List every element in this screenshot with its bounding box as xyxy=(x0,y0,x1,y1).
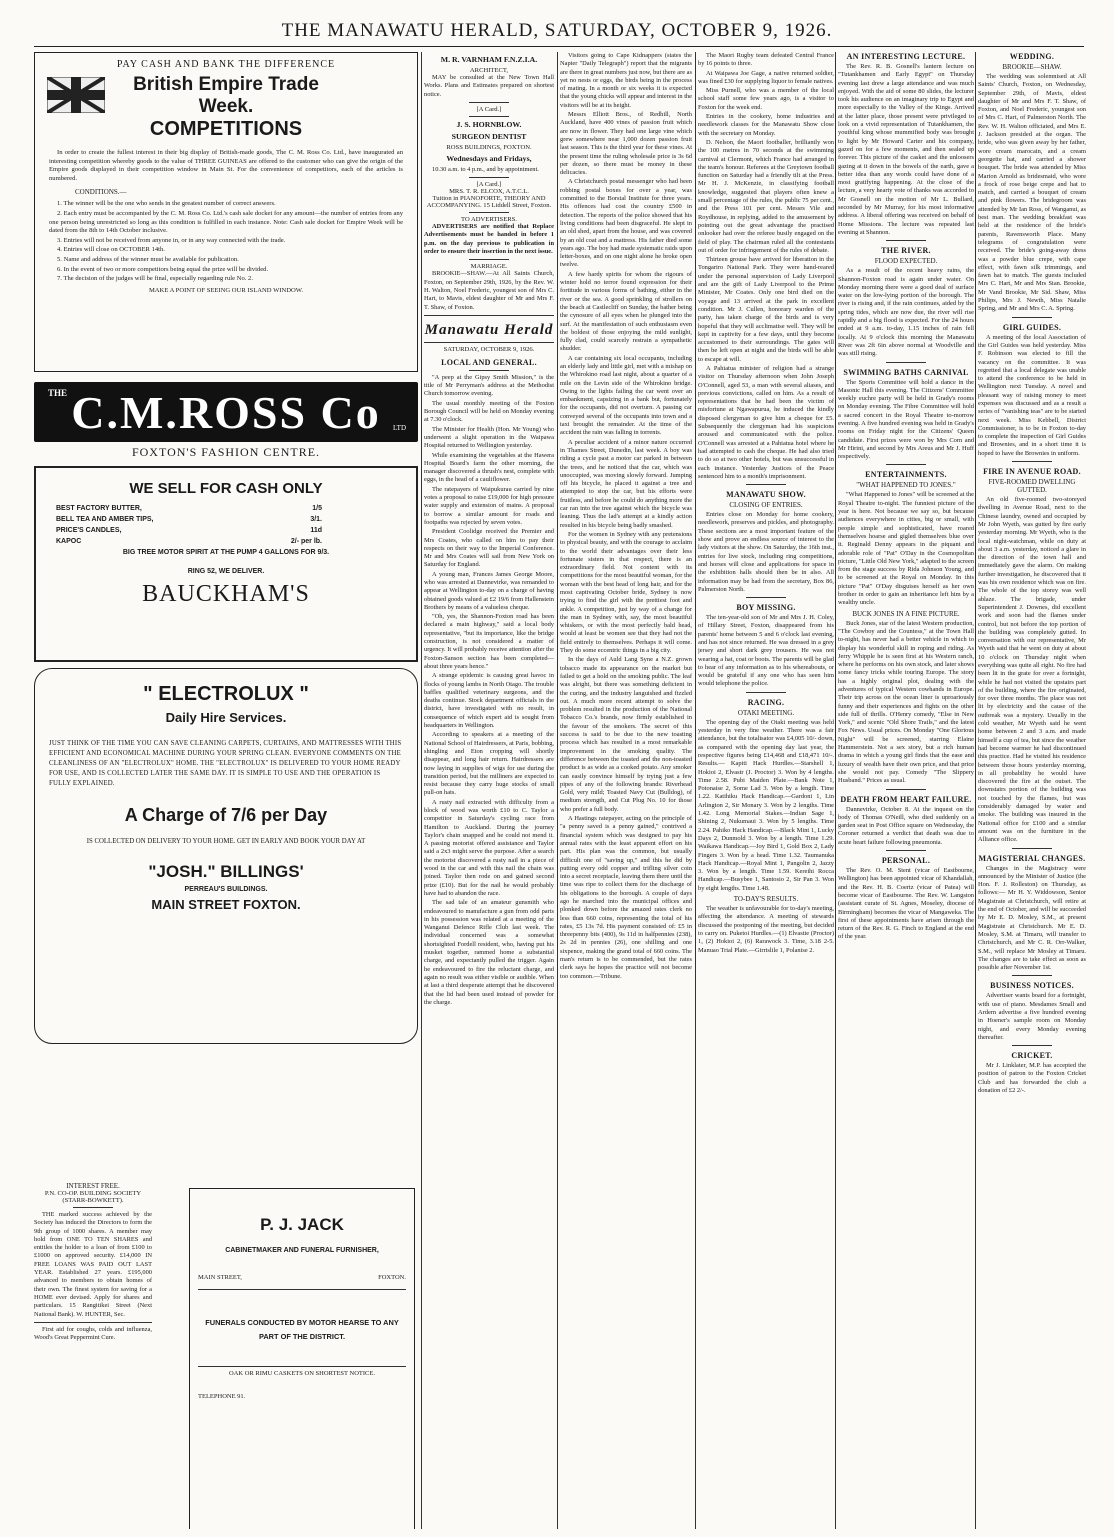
entertainments-subheading: "WHAT HAPPENED TO JONES." xyxy=(856,481,956,490)
price-row xyxy=(56,527,402,534)
news-paragraph: Thirteen grouse have arrived for liberation in the Tongariro National Park. They were hand-reared under the personal supervision of Lady Liverpool and are the gift of Lady Liverpool to the Prime Minister, Mr Coates. Only one bird died on the voyage and 13 arrived at the park in excellent condition. Mr J. Cullen, honorary warden of the party, has taken charge of the birds and is very hopeful that they will acclimatise well. They will be kept in captivity for a few days, until they become accustomed to their surroundings. The gates will then be left open at night and the birds will be able to escape at will. xyxy=(698,256,834,363)
ad-intro: In order to create the fullest interest in their big display of British-made goods, The C. M. Ross Co. Ltd., have inaugurated an interesting competition whereby goods to the value of THREE GUINEAS are offered to the customer who can give the origin of the Empire goods displayed in their competition window in Main St. For the convenience of competitors, each of the articles is numbered. xyxy=(49,149,403,182)
ad-street: MAIN STREET FOXTON. xyxy=(151,897,301,912)
news-paragraph: A young man, Frances James George Moore, who was arrested at Dannevirke, was remanded to appear at Wellington to-day on a charge of having obtained goods valued at £2 19/6 from Hallenstein Brothers by means of a valueless cheque. xyxy=(424,570,554,611)
divider xyxy=(1012,461,1052,462)
ross-trade-week-ad xyxy=(34,52,418,372)
ad-body: JUST THINK OF THE TIME YOU CAN SAVE CLEANING CARPETS, CURTAINS, AND MATTRESSES WITH THIS EFFICIENT AND ECONOMICAL MACHINE DURING YOUR SPRING CLEAN. EVERYONE COMMENTS ON THE CLEANLINESS OF AN "ELECTROLUX" HOME. THE "ELECTROLUX" IS DELIVERED TO YOUR HOME READY FOR USE, AND IS COLLECTED LATER THE SAME DAY. IT IS SIMPLE TO USE AND THE OPERATION IS FULLY EXPLAINED. xyxy=(49,740,402,787)
electrolux-ad xyxy=(34,668,418,1044)
news-paragraph: "Oh, yes, the Shannon-Foxton road has been declared a main highway," said a local body representative, "but its importance, like the bridge construction, is not considered a matter of urgency. It will probably receive attention after the Foxton-Sanson section has been completed—about three years hence." xyxy=(424,613,554,670)
divider xyxy=(198,1289,406,1290)
divider xyxy=(1012,1045,1052,1046)
column-rule xyxy=(695,52,696,1529)
news-paragraph: Messrs Elliott Bros., of Redhill, North Auckland, have 400 vines of passion fruit which are now in flower. They had one large vine which grew somewhere near 1,000 dozen passion fruit last season. This is the third year for these vines. At the present time the ruling wholesale price is 3s 6d per dozen, so there must be money in these delicacies. xyxy=(560,111,692,177)
news-paragraph: A Hastings ratepayer, acting on the principle of "a penny saved is a penny gained," contrived a financial system which was designed to pay his annual rates with the least apparent effort on his part. His plan was the common, but usually difficult one of "saving up," and this he did by putting every odd copper and trifling silver coin into a secret receptacle, leaving them there until the time was ripe to collect them for the discharge of his obligations to the borough. A couple of days ago he marched into the municipal offices and plonked down before the amazed rates clerk no less than 660 coins, representing the total of his rates, £5 13s 7d. His payment consisted of: £5 in threepenny bits (400), 9s 11d in halfpennies (238), 2s 2d in pennies (26), one shilling and one sixpence, making the grand total of 660 coins. The man's return is to be commended, but the rates clerk says he hopes the practice will not become too common.—Tribune. xyxy=(560,815,692,980)
news-paragraph: D. Nelson, the Maori footballer, brilliantly won the 100 metres in 70 seconds at the swimming carnival at Clermont, which France had arranged in the team's honour. Referees at the Greytown football function on Saturday had a friendly tilt at the Press. Mr H. J. McKenzie, in classifying football knowledge, suggested that players often knew a small percentage of the rules, the public 75 per cent., and the Press 101 per cent. Messrs Vile and Roydhouse, in replying, added to the amusement by pointing out the great advantage the practised onlooker had over the referee busily engaged on the field of play. The chairman ruled all the contestants out of order for infringement of the rules of debate. xyxy=(698,138,834,254)
cricket-text: Mr J. Linklater, M.P. has accepted the position of patron to the Foxton Cricket Club and has forwarded the club a donation of £2 2/-. xyxy=(978,1062,1086,1095)
death-text: Dannevirke, October 8. At the inquest on the body of Thomas O'Neill, who died suddenly on a garden seat in Post Office square on Wednesday, the Coroner returned a verdict that death was due to acute heart failure following pneumonia. xyxy=(838,805,974,846)
divider xyxy=(198,1366,406,1367)
column-2 xyxy=(424,52,554,1529)
business-text: Advertiser wants board for a fortnight, with use of piano. Mesdames Small and Ardern advertise a five hundred evening in Hoener's sample room on Monday night, and every Monday evening thereafter. xyxy=(978,992,1086,1041)
divider xyxy=(886,850,926,851)
divider xyxy=(469,370,509,371)
baths-text: The Sports Committee will hold a dance in the Masonic Hall this evening. The Citizens' Committee weekly euchre party will be held in Grady's rooms on Monday evening. The Fibre Committee will hold a sacred concert in the Royal Theatre to-morrow evening. A five hundred evening was held in Grady's rooms on Friday night for the Citizens' Queen candidate. First prizes were won by Mrs Corn and Mr Hirini, and second by Mrs Areus and Mr J. Huff respectively. xyxy=(838,378,974,461)
fire-heading: FIRE IN AVENUE ROAD. xyxy=(983,467,1081,477)
baths-heading: SWIMMING BATHS CARNIVAL xyxy=(843,367,969,377)
ad-sub: (STARR-BOWKETT). xyxy=(62,1197,124,1204)
masthead-rule xyxy=(34,46,1084,47)
news-paragraph: President Coolidge received the Premier and Mrs Coates, who called on him to pay their respects on their way to the Imperial Conference. Mr and Mrs Coates will sail from New York on Saturday for England. xyxy=(424,528,554,569)
address-row xyxy=(198,1274,406,1281)
entertainments-heading: ENTERTAINMENTS. xyxy=(865,470,947,480)
logo-the: THE xyxy=(48,388,68,398)
column-rule xyxy=(975,52,976,1529)
business-heading: BUSINESS NOTICES. xyxy=(990,981,1074,991)
jack-funeral-ad xyxy=(189,1188,415,1529)
divider xyxy=(1012,975,1052,976)
news-paragraph: The usual monthly meeting of the Foxton Borough Council will be held on Monday evening at 7.30 o'clock. xyxy=(424,399,554,424)
news-paragraph: Miss Purnell, who was a member of the local school staff some few years ago, is a visitor to Foxton for the week end. xyxy=(698,87,834,111)
varnham-role: ARCHITECT, xyxy=(469,67,509,74)
dentist-days: Wednesdays and Fridays, xyxy=(446,153,532,163)
entertainments-text: "What Happened to Jones" will be screened at the Royal Theatre to-night. The funniest picture of the year is here. Not because we say so, but because audiences everywhere in cities, big or small, with people simple and sophisticated, have roared themselves hoarse and gigled themselves blue over it. Reginald Denny appears in the piquant and adorable role of "Pat" O'Day in the Cosmopolitan picture, "Little Old New York," adapted to the screen from the stage success by Rida Johnson Young, and to be screened at the Royal on Monday. In this picture "Pat" O'Day disguises herself as her own brother in order to gain an inheritance left him by a wealthy uncle. xyxy=(838,491,974,607)
divider xyxy=(886,789,926,790)
condition-item: 2. Each entry must be accompanied by the C. M. Ross Co. Ltd.'s cash sale docket for any amount—the number of entries from any one person being unrestricted so long as this condition is fulfilled in each instance. Note: Cash sale docket for Empire Week will be dated from the 8th to 14th October inclusive. xyxy=(49,209,403,235)
divider xyxy=(469,102,509,103)
caskets-line: OAK OR RIMU CASKETS ON SHORTEST NOTICE. xyxy=(229,1370,375,1377)
cricket-heading: CRICKET. xyxy=(1011,1051,1053,1061)
condition-item: 7. The decision of the judges will be final, especially regarding rule No. 2. xyxy=(57,275,253,283)
condition-item: 1. The winner will be the one who sends in the greatest number of correct answers. xyxy=(57,200,276,208)
dentist-hours: 10.30 a.m. to 4 p.m., and by appointment. xyxy=(432,165,539,173)
ad-josh: "JOSH." BILLINGS' xyxy=(148,862,304,881)
news-paragraph: The sad tale of an amateur gunsmith who endeavoured to manufacture a gun from odd parts in his possession was related at a meeting of the Wanganui Defence Rifle Club last week. The individual concerned was a somewhat shortsighted Fordell resident, who, having put his musket together, rammed home a substantial charge, and expectantly pulled the trigger. Again he endeavoured to fire the reluctant charge, and again no result was either visible or audible. When at last a third desperate attempt that he discovered that the lid had been used instead of powder for the charge. xyxy=(424,899,554,1006)
masthead: THE MANAWATU HERALD, SATURDAY, OCTOBER 9, 1926. xyxy=(281,20,833,41)
guides-heading: GIRL GUIDES. xyxy=(1002,322,1062,332)
news-paragraph: "A peep at the Gipsy Smith Mission," is the title of Mr Perryman's address at the Methodist Church tomorrow evening. xyxy=(424,373,554,398)
death-heading: DEATH FROM HEART FAILURE. xyxy=(840,794,972,804)
news-paragraph: The ratepayers of Waipukurau carried by nine votes a proposal to raise £19,000 for high pressure water supply and extension of mains. A proposal to borrow a similar amount for roads and footpaths was rejected by seven votes. xyxy=(424,485,554,526)
divider xyxy=(1012,317,1052,318)
union-jack-flag-icon xyxy=(47,77,105,113)
news-paragraph: While examining the vegetables at the Hawera Hospital Board's farm the other morning, the manager discovered a thrush's nest, complete with eggs, in the head of a cauliflower. xyxy=(424,451,554,484)
personal-text: The Rev. O. M. Stent (vicar of Eastbourne, Wellington) has been appointed vicar of Khandallah, and the Rev. H. B. Coertz (vicar of Patea) will become vicar of Eastbourne. The Rev. W. Langston (assistant curate of St. Agnes, Moseley, diocese of Birmingham) becomes the vicar of Mangaweka. The first of these appointments have arisen through the return of the Rev. R. G. Finch to England at the end of the year. xyxy=(838,867,974,941)
racing-heading: RACING. xyxy=(747,697,785,707)
local-general-heading: LOCAL AND GENERAL. xyxy=(441,357,537,367)
news-paragraph: The Maori Rugby team defeated Central France by 16 points to three. xyxy=(698,52,834,68)
news-paragraph: The Minister for Health (Hon. Mr Young) who underwent a slight operation in the Waipawa Hospital returned to Wellington yesterday. xyxy=(424,425,554,450)
lecture-text: The Rev. R. B. Gosnell's lantern lecture on "Tutankhamen and Early Egypt" on Thursday evening last drew a large attendance and was much enjoyed. With the aid of some 80 slides, the lecturer took his audience on an imaginary trip to Egypt and more especially to the Valley of the Kings. Arrived at the latter place, those present were privileged to look on a vivid representation of Tutankhamen, the youthful king whose mummified body was brought to light by Mr Howard Carter and his company, gazed on for a few moments, and then sealed up forever. This picture of the casket and the unloosers gazing at it down in the bowels of the earth, gave a better idea than any words could have done of a most gratifying happening. At the close of the lecture, a very hearty vote of thanks was accorded to Mr Gosnell on the motion of Mr L. Bullard, seconded by Mr Murray, for his most informative address. A liberal offering was received on behalf of Home Missions. The lecture was repeated last evening at Shannon. xyxy=(838,63,974,236)
news-paragraph: A car containing six local occupants, including an elderly lady and little girl, met with a mishap on the Whirokino road last night, about a quarter of a mile on the Levin side of the Whirokino bridge. Owing to the lights failing the car went over an embankment, capsizing in a bank but, fortunately for the occupants, did not overturn. A passing car conveyed several of the occupants into town and a taxi brought the remainder. At the time of the accident the rain was falling in torrents. xyxy=(560,354,692,437)
divider xyxy=(746,484,786,485)
divider xyxy=(1012,848,1052,849)
show-text: Entries close on Monday for home cookery, needlework, preserves and pickles, and photography. These sections are a most important feature of the show and prove an endless source of interest to the lady visitors at the show. On Saturday, the 16th inst., entries for live stock, including ring competitions, and horses will close and applications for space in the exhibition halls should then be in also. All information may be had from the secretary, Box 86, Palmerston North. xyxy=(698,511,834,593)
card-label: [A Card.] xyxy=(476,181,502,189)
dentist-address: ROSS BUILDINGS, FOXTON. xyxy=(446,143,532,151)
wedding-subheading: BROOKIE—SHAW. xyxy=(1002,63,1062,71)
advertisers-text: ADVERTISERS are notified that Replace Advertisements must be handed in before 1 p.m. on the day previous to publication in order to ensure their insertion in the next issue. xyxy=(424,223,554,256)
item-name: BELL TEA AND AMBER TIPS, xyxy=(56,516,154,523)
price-row xyxy=(56,505,402,512)
divider xyxy=(886,464,926,465)
racing-text: The opening day of the Otaki meeting was held yesterday in very fine weather. There was a fair attendance, but the totalisator was £4,005 10/- down, as compared with the opening day last year, the respective figures being £14,468 and £18,471 10/-. Results.— Kapiti Hack Hurdles.—Starshell 1, Hokioi 2, Elvastr (J. Proctor) 3. Won by 4 lengths. Time 2.58. Pubi Maiden Plate.—Bank Note 1, Potonaise 2, Some Lad 3. Won by a length. Time 1.22. Katihiku Hack Handicap.—Gardoni 1, Lin Arlington 2, Sir Monary 3. Won by 2 lengths. Time 1.42. Long Memorial Stakes.—Indian Sage 1, Shining 2, Nukumaui 3. Won by 5 lengths. Time 2.24. Pahiko Hack Handicap.—Black Mint 1, Lucky Days 2, Dunmold 3. Won by a length. Time 1.29. Waikawa Handicap.—Joy Bird 1, Gold Box 2, Lady Fingers 3. Won by a head. Time 1.32. Taumanuka Hack Handicap.—Royal Mint 1, Pangolin 2, Jazzy 3. Won by a length. Time 1.59. Kereihi Rocca Handicap.—Busybee 1, Santosio 2, Sir Pan 3. Won by eight lengths. Time 1.48. xyxy=(698,718,834,892)
elcox-name: MRS. T. R. ELCOX, A.T.C.L. xyxy=(449,188,529,196)
divider xyxy=(469,116,509,117)
wedding-text: The wedding was solemnised at All Saints' Church, Foxton, on Wednesday, September 29th, of Mavis, eldest daughter of Mr and Mrs F. T. Shaw, of Foxton, and Noel Frederic, youngest son of Mrs C. Hart, of Palmerston North. The Rev. W. H. Walton officiated, and Mrs E. J. Jackson presided at the organ. The bride, who was given away by her father, wore cream marocain, and a cream georgette hat, and carried a shower bouquet. The bride was attended by Miss Marion Arnold as bridesmaid, who wore a frock of rose beige crepe and hat to match, and carried a bouquet of cream and pink flowers. The bridegroom was attended by Mr Ian Ross, of Wanganui, as best man. The wedding breakfast was held at the residence of the bride's parents, Ravensworth Place. Many telegrams of congratulation were received. The bride's going-away dress was a powder blue crepe, with cape effect, with fawn silk trimmings, and fawn hat to match. The guests included Mrs C. Hart, Mr and Mrs Stan. Brookie, Mr Vand Brookie, Mr Sid. Shaw, Miss Philips, Mrs J. Newth, Miss Natalie Spring, and Mr and Mrs C. A. Spring. xyxy=(978,73,1086,313)
divider xyxy=(746,692,786,693)
elcox-text: Tuition in PIANOFORTE, THEORY AND ACCOMPANYING. 15 Liddell Street, Foxton. xyxy=(426,195,552,210)
conditions-label: CONDITIONS.— xyxy=(75,188,127,197)
ad-title-line1: British Empire Trade xyxy=(133,74,319,95)
column-4 xyxy=(698,52,834,1529)
news-paragraph: Entries in the cookery, home industries and needlework classes for the Manawatu Show close with the secretary on Monday. xyxy=(698,113,834,137)
item-price: 3/1. xyxy=(310,516,322,523)
column-3 xyxy=(560,52,692,1529)
news-paragraph: A Christchurch postal messenger who had been robbing postal boxes for over a year, was committed to the Borstal Institute for three years. His offences had cost the country £500 in detection. The reports of the police showed that his living conditions had been disgraceful. He slept in an old shed, apart from the house, and was covered by an old coat and a mattress. His father died some years ago. The boy had made systematic raids upon letter-boxes, and on one night alone he broke open twelve. xyxy=(560,178,692,269)
ring-line: RING 52, WE DELIVER. xyxy=(187,568,265,575)
river-subheading: FLOOD EXPECTED. xyxy=(874,257,938,266)
ad-banner: PAY CASH AND BANK THE DIFFERENCE xyxy=(116,59,336,70)
news-paragraph: A rusty nail extracted with difficulty from a block of wood was worth £10 to C. Taylor a competitor in Saturday's cycling race from Hamilton to Auckland. During the journey Taylor's chain snapped and he could not mend it. A passing motorist offered assistance and Taylor said a 2x3 might serve the purpose. After a search the motorist discovered a rusty nail in a piece of wood in the car and with this nail the chain was joined. Taylor then rode on and gained second prize (£10). But for the nail he would probably have had to abandon the race. xyxy=(424,798,554,897)
logo-tagline: FOXTON'S FASHION CENTRE. xyxy=(131,445,321,459)
item-name: KAPOC xyxy=(56,538,82,545)
guides-text: A meeting of the local Association of the Girl Guides was held yesterday. Miss F. Robinson was elected to fill the vacancy on the committee. It was regretted that a local delegate was unable to attend the conference to be held in Wellington next Tuesday. A novel and pleasant way of raising money to meet expenses was discussed and as a result a series of "vanishing teas" are to be started next week. Miss Kebbell, District Commissioner, is to be in Foxton to-day to complete the inspection of Girl Guides and Brownies, and in a short time it is hoped to have the Brownies in uniform. xyxy=(978,333,1086,457)
news-paragraph: A few hardy spirits for whom the rigours of winter hold no terror found expression for their fortitude in various forms of bathing, either in the river or the sea. A good sprinkling of strollers on the beach at Castlecliff on Sunday, the bather being the cynosure of all eyes when he plunged into the surf. At the manifestation of such enthusiasm even the boldest of those enjoying the mild sunlight, fully clad, could scarcely restrain a sympathetic shudder. xyxy=(560,270,692,353)
river-text: As a result of the recent heavy rains, the Shannon-Foxton road is again under water. On Monday morning there were a good deal of surface water on the low-lying portion of the borough. The river is rising and, if the rain continues, aided by the spring tides, which are now due, the river will rise rapidly and a big flood is expected. For the 24 hours ended at 9 a.m. to-day, 1.15 inches of rain fell locally. At 9 o'clock this morning the Manawatu River was 2ft 6in above normal at Woodville and was still rising. xyxy=(838,267,974,358)
paper-date: SATURDAY, OCTOBER 9, 1926. xyxy=(443,345,535,353)
funerals-line: FUNERALS CONDUCTED BY MOTOR HEARSE TO ANY PART OF THE DISTRICT. xyxy=(205,1318,399,1341)
condition-item: 3. Entries will not be received from anyone in, or in any way connected with the trade. xyxy=(57,236,286,244)
divider xyxy=(73,1207,113,1208)
ad-body: THE marked success achieved by the Society has induced the Directors to form the 9th group of 1000 shares. A member may hold from ONE TO TEN SHARES and entitles the holder to a loan of from £100 to £1000 on approved security. £14,000 IN FREE LOANS WAS PAID OUT LAST YEAR. Established 27 years. £195,000 advanced to members to obtain homes of their own. The finest system for saving for a HOME ever devised. Apply for shares and particulars. 15 Rangitikei Street (Next National Bank). W. HUNTER, Sec. xyxy=(34,1211,152,1318)
varnham-name: M. R. VARNHAM F.N.Z.I.A. xyxy=(440,55,538,64)
item-name: BEST FACTORY BUTTER, xyxy=(56,505,142,512)
magisterial-heading: MAGISTERIAL CHANGES. xyxy=(978,853,1086,863)
ad-headline: WE SELL FOR CASH ONLY xyxy=(129,480,323,497)
news-paragraph: In the days of Auld Lang Syne a N.Z. grown tobacco made its appearance on the market but failed to get a hold on the smoking public. The leaf was alright, but there was something deficient in the curing, and the industry languished and fizzled out. A much more recent attempt to solve the problem resulted in the production of the National Tobacco Co.'s brands, now firmly established in the favour of the smokers. The secret of this success is said to be due to the new toasting process which has resulted in a most remarkable improvement in the smoking quality. The difference between the toasted and the non-toasted product is as wide as a cooked potato. Any smoker can easily convince himself by trying just a few pipes of any of the following brands: Riverhead Gold, very mild; Toasted Navy Cut (Bulldog), of medium strength, and Cut Plug No. 10 for those who prefer a full body. xyxy=(560,656,692,813)
price-row xyxy=(56,516,402,523)
ad-title: " ELECTROLUX " xyxy=(143,683,309,705)
divider xyxy=(886,362,926,363)
ad-title-competitions: COMPETITIONS xyxy=(149,118,303,140)
ad-trade: CABINETMAKER AND FUNERAL FURNISHER, xyxy=(225,1247,379,1254)
item-price: 11d xyxy=(310,527,322,534)
news-paragraph: Visitors going to Cape Kidnappers (states the Napier "Daily Telegraph") report that the migrants are there in great numbers just now, but there are as yet no nests or eggs, the birds being in the process of mating. In a month or six weeks it is expected that the young chicks will appear and interest in the visitors will be at its height. xyxy=(560,52,692,109)
divider xyxy=(34,1322,152,1323)
divider xyxy=(424,342,554,343)
item-price: 2/- per lb. xyxy=(290,538,322,545)
building-society-ad xyxy=(34,1182,152,1343)
boy-heading: BOY MISSING. xyxy=(736,603,796,613)
show-heading: MANAWATU SHOW. xyxy=(726,490,806,500)
ad-title-line2: Week. xyxy=(198,96,254,117)
boy-text: The ten-year-old son of Mr and Mrs J. H. Coley, of Hillary Street, Foxton, disappeared from his parents' home between 5 and 6 o'clock last evening, and has not since returned. He was dressed in a grey jersey and short dark grey trousers. He was not wearing a hat, coat or boots. The parents will be glad to hear of any information as to his whereabouts, or would be grateful if any one who has seen him would telephone the police. xyxy=(698,614,834,688)
today-heading: TO-DAY'S RESULTS. xyxy=(733,895,799,904)
logo-ltd: LTD xyxy=(393,424,406,432)
ad-charge: A Charge of 7/6 per Day xyxy=(124,805,328,825)
ad-title: INTEREST FREE. xyxy=(66,1182,120,1190)
ads-column xyxy=(34,52,418,1529)
bauckham-ad xyxy=(34,466,418,662)
ad-subtitle: Daily Hire Services. xyxy=(165,710,287,725)
ad-closing: MAKE A POINT OF SEEING OUR ISLAND WINDOW. xyxy=(148,286,304,294)
today-text: The weather is unfavourable for to-day's meeting, affecting the attendance. A meeting of stewards discussed the postponing of the meeting, but decided to carry on. Puketoi Hurdles.—(1) Elvastie (Proctor) 1, (2) Hokioi 2, (6) Rarawock 3. Time, 3.18 2-5. Manuao Trial Plate.—Girrislile 1, Polanise 2. xyxy=(698,905,834,954)
news-paragraph: A peculiar accident of a minor nature occurred in Thames Street, Dunedin, last week. A boy was riding a cycle past a motor car parked in between the trees, and he noticed that the car, which was unoccupied, was moving slowly forward. Jumping off his bicycle, he placed it against a tree and attempted to stop the car, but his efforts were fruitless, and before he could do anything more the car ran into the tree against which the bicycle was leaning. Thus the lad's attempt at a kindly action resulted in his bicycle being badly smashed. xyxy=(560,438,692,529)
paper-title: Manawatu Herald xyxy=(424,321,554,338)
condition-item: 4. Entries will close on OCTOBER 14th. xyxy=(57,246,165,254)
ross-logo-ad xyxy=(34,382,418,458)
column-6 xyxy=(978,52,1086,1529)
river-heading: THE RIVER. xyxy=(881,246,931,256)
news-paragraph: According to speakers at a meeting of the National School of Hairdressers, at Paris, bobbing, shingling and Eton cropping will shortly disappear, and long hair return. Hairdressers are now laying in supplies of wigs for use during the transition period, but the milliners are expected to resist because they carry huge stocks of small pull-on hats. xyxy=(424,731,554,797)
buck-heading: BUCK JONES IN A FINE PICTURE. xyxy=(852,609,960,618)
news-paragraph: A strange epidemic is causing great havoc in flocks of young lambs in North Otago. The trouble baffles qualified veterinary surgeons, and the deaths continue. Stock department officials in the district, have investigated with no result, in consequence of which expert aid is sought from headquarters in Wellington. xyxy=(424,672,554,730)
fire-text: An old five-roomed two-storeyed dwelling in Avenue Road, next to the Chinese laundry, owned and occupied by Mr John Wyeth, was gutted by fire early yesterday morning. Mr Wyeth, who is the local night-watchman, while on duty at about 3 a.m. yesterday, noticed a glare in the direction of the town hall and immediately gave the alarm. On making further investigation, he discovered that it was his own residence which was on fire. The whole of the top storey was well ablaze. The brigade, under Superintendent J. Downes, did excellent work and soon had the flames under control, but not before the top portion of the building was completely gutted. In conversation with our representative, Mr Wyeth said that he went on duty at about 10 o'clock on Thursday night when everything was quite all right. No fire had been lit in the grate for over a fortnight, while he had not visited the upstairs part of the building, where the fire originated, for over three months. The place was not lit by electricity and the cause of the outbreak was a mystery. Usually in the cold weather, Mr Wyeth said he went home between 2 and 3 a.m. and made himself a cup of tea, but since the weather had become warmer he had discontinued this practice. Had he visited his residence between those hours yesterday morning, in all probability he would have discovered the fire at the outset. The downstairs portion of the building was not touched by the flames, but was considerably damaged by water and smoke. The building was insured in the National office for £100 and a similar amount was on the furniture in the Alliance office. xyxy=(978,496,1086,844)
personal-heading: PERSONAL. xyxy=(881,856,931,866)
dentist-title: SURGEON DENTIST xyxy=(451,131,527,141)
town: FOXTON. xyxy=(378,1274,406,1281)
divider xyxy=(469,177,509,178)
street: MAIN STREET, xyxy=(198,1274,242,1281)
cough-cure: First aid for coughs, colds and influenza, Wood's Great Peppermint Cure. xyxy=(34,1325,152,1342)
advertisers-heading: TO ADVERTISERS. xyxy=(461,216,517,224)
varnham-text: MAY be consulted at the New Town Hall Works. Plans and Estimates prepared on shortest notice. xyxy=(424,74,554,98)
show-subheading: CLOSING OF ENTRIES. xyxy=(729,501,803,510)
buck-text: Buck Jones, star of the latest Western production, "The Cowboy and the Countess," at the Town Hall to-night, has never had a better vehicle in which to display his wonderful skill in roping and riding. As Jerry Whipple he is seen first at his Western ranch, where he performs on his own stock, and later shows some fancy tricks while touring Europe. The story has a highly original plot, dealing with the adventures of typical Western cowhands in Europe. Their trip across on the ocean liner is uproariously funny and their experiences and fights on the other side full of thrills. O'Henry comedy, "Else in New York," and scenic "Old Shore Trails," and the latest Fox News. Usual prices. On Monday "One Glorious Night" will be screened, starring Elaine Hammerstein. Not a sex story, but a rich human drama in which a young girl finds that the ease and luxury of wealth have their own price, and that price she would not pay. Comedy "The Slippery Husband." Prices as usual. xyxy=(838,619,974,785)
column-rule xyxy=(835,52,836,1529)
news-paragraph: A Pahiatua minister of religion had a strange visitor on Thursday afternoon when John Joseph O'Connell, aged 53, a man with several aliases, and previous convictions, called on him. As a result of representations that he had been the victim of misfortune at Ngawapurua, he induced the kindly disposed clergyman to give him a cheque for £5. Subsequently the clergyman had his suspicions aroused and communicated with the police. O'Connell was arrested at a Pahiatua hotel where he had attempted to cash the cheque. He had also tried to do so at two other hotels, but was unsuccessful in each instance. Yesterday Justices of the Peace sentenced him to a month's imprisonment. xyxy=(698,364,834,480)
magisterial-text: Changes in the Magistracy were announced by the Minister of Justice (the Hon. F. J. Rolleston) on Thursday, as follows:— Mr H. Y. Widdowson, Senior Magistrate at Christchurch, will retire at the end of October, and will be succeeded by Mr E. D. Mosley, S.M., at present Magistrate at Christchurch. Mr E. D. Mosley, S.M. at Timaru, will transfer to Christchurch, and Mr C. R. Orr-Walker, S.M., will replace Mr Mosley at Timaru. The changes are to take effect as soon as possible after November 1st. xyxy=(978,864,1086,972)
ad-sub: P.N. CO-OP. BUILDING SOCIETY xyxy=(44,1190,142,1197)
item-price: 1/5 xyxy=(312,505,322,512)
divider xyxy=(469,259,509,260)
card-label: [A Card.] xyxy=(476,105,502,113)
wedding-heading: WEDDING. xyxy=(1009,52,1055,61)
news-paragraph: At Waipawa Joe Gage, a native returned soldier, was fined £30 for supplying liquor to female natives. xyxy=(698,69,834,85)
shop-name: BAUCKHAM'S xyxy=(142,581,310,607)
divider xyxy=(469,212,509,213)
ad-perreau: PERREAU'S BUILDINGS. xyxy=(184,886,268,893)
price-row xyxy=(56,538,402,545)
item-name: PRICE'S CANDLES, xyxy=(56,527,122,534)
telephone-line: TELEPHONE 91. xyxy=(198,1393,246,1400)
divider xyxy=(746,597,786,598)
racing-subheading: OTAKI MEETING. xyxy=(737,708,795,717)
motor-spirit-line: BIG TREE MOTOR SPIRIT AT THE PUMP 4 GALLONS FOR 9/3. xyxy=(122,549,330,556)
marriage-heading: MARRIAGE. xyxy=(470,263,508,271)
marriage-text: BROOKIE—SHAW.—At All Saints Church, Foxton, on September 29th, 1926, by the Rev. W. H. Walton, Noel Frederic, youngest son of Mrs C. Hart, to Mavis, eldest daughter of Mr and Mrs F. T. Shaw, of Foxton. xyxy=(424,270,554,311)
column-rule xyxy=(421,52,422,1529)
condition-item: 5. Name and address of the winner must be available for publication. xyxy=(57,255,239,263)
dentist-name: J. S. HORNBLOW. xyxy=(456,119,522,129)
news-paragraph: For the women in Sydney with any pretensions to physical beauty, and with the courage to acclaim to the world their advantages over their less fortunate sisters in that respect, there is an extraordinary field. Not content with its competitions for the most beautiful woman, for the woman with the best head of long hair, and for the most captivating October bride, Sydney is now trying to find the girl with the prettiest foot and ankle. A competition, just by way of a change for the man in Sydney with, say, the most beautiful whiskers, or with the most perfectly bald head, would at least be women see that they had not the field entirely to themselves. Perhaps it will come. They do some eccentric things in a big city. xyxy=(560,530,692,655)
column-5 xyxy=(838,52,974,1529)
divider xyxy=(424,315,554,316)
fire-subheading: FIVE-ROOMED DWELLING GUTTED. xyxy=(988,478,1076,495)
ad-collect: IS COLLECTED ON DELIVERY TO YOUR HOME. GET IN EARLY AND BOOK YOUR DAY AT xyxy=(86,838,366,845)
column-rule xyxy=(557,52,558,1529)
logo-name: C.M.ROSS Co xyxy=(71,387,381,438)
ad-name: P. J. JACK xyxy=(260,1215,344,1234)
divider xyxy=(886,240,926,241)
lecture-heading: AN INTERESTING LECTURE. xyxy=(846,52,966,61)
condition-item: 6. In the event of two or more competitors being equal the prize will be divided. xyxy=(57,265,269,273)
